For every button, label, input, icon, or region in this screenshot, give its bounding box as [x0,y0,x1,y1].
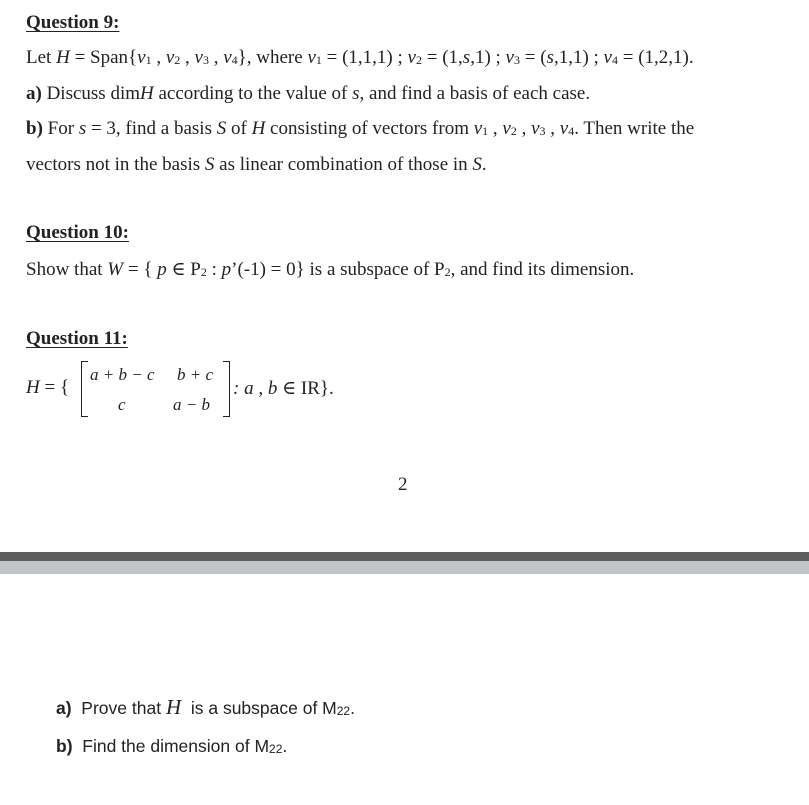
matrix-entry-12: b + c [177,365,214,384]
q10-title: Question 10: [26,222,129,243]
page-separator [0,552,809,561]
q11-title: Question 11: [26,328,128,349]
q9-part-a: a) Discuss dimH according to the value of s, and find a basis of each case. [26,83,591,104]
right-bracket [223,361,230,417]
next-page-part-a: a) Prove that H is a subspace of $M_{22}$. [56,695,355,719]
q10-statement: Show that W = { p ∈ $P_2$ : p’(-1) = 0} is a subspace of $P_2$, and find its dimension. [26,259,635,280]
matrix-entry-22: a − b [173,395,210,414]
page-separator-shadow [0,561,809,574]
q9-statement: Let $H = Span\{v_1$ , $v_2$ , $v_3$ , $v_4$}, where $v_1 = (1,1,1)$ ; $v_2 = (1,s,1)$ ; $v_3 = (s,1,1)$ ; $v_4 = (1,2,1)$. [26,47,694,68]
matrix-entry-11: a + b − c [90,365,155,384]
next-page-part-b: b) Find the dimension of $M_{22}$. [56,736,288,756]
matrix-entry-21: c [118,395,126,414]
q9-title: Question 9: [26,12,120,33]
q9-part-b: b) For s = 3, find a basis S of H consisting of vectors from $v_1$ , $v_2$ , $v_3$ , $v_4$. Then write the [26,118,695,139]
q11-set-lhs: H = { [26,377,70,398]
page-number: 2 [398,474,408,495]
q9-part-b-continued: vectors not in the basis S as linear combination of those in S. [26,154,487,175]
left-bracket [81,361,88,417]
q11-set-condition: : a , b ∈ IR}. [233,378,334,399]
